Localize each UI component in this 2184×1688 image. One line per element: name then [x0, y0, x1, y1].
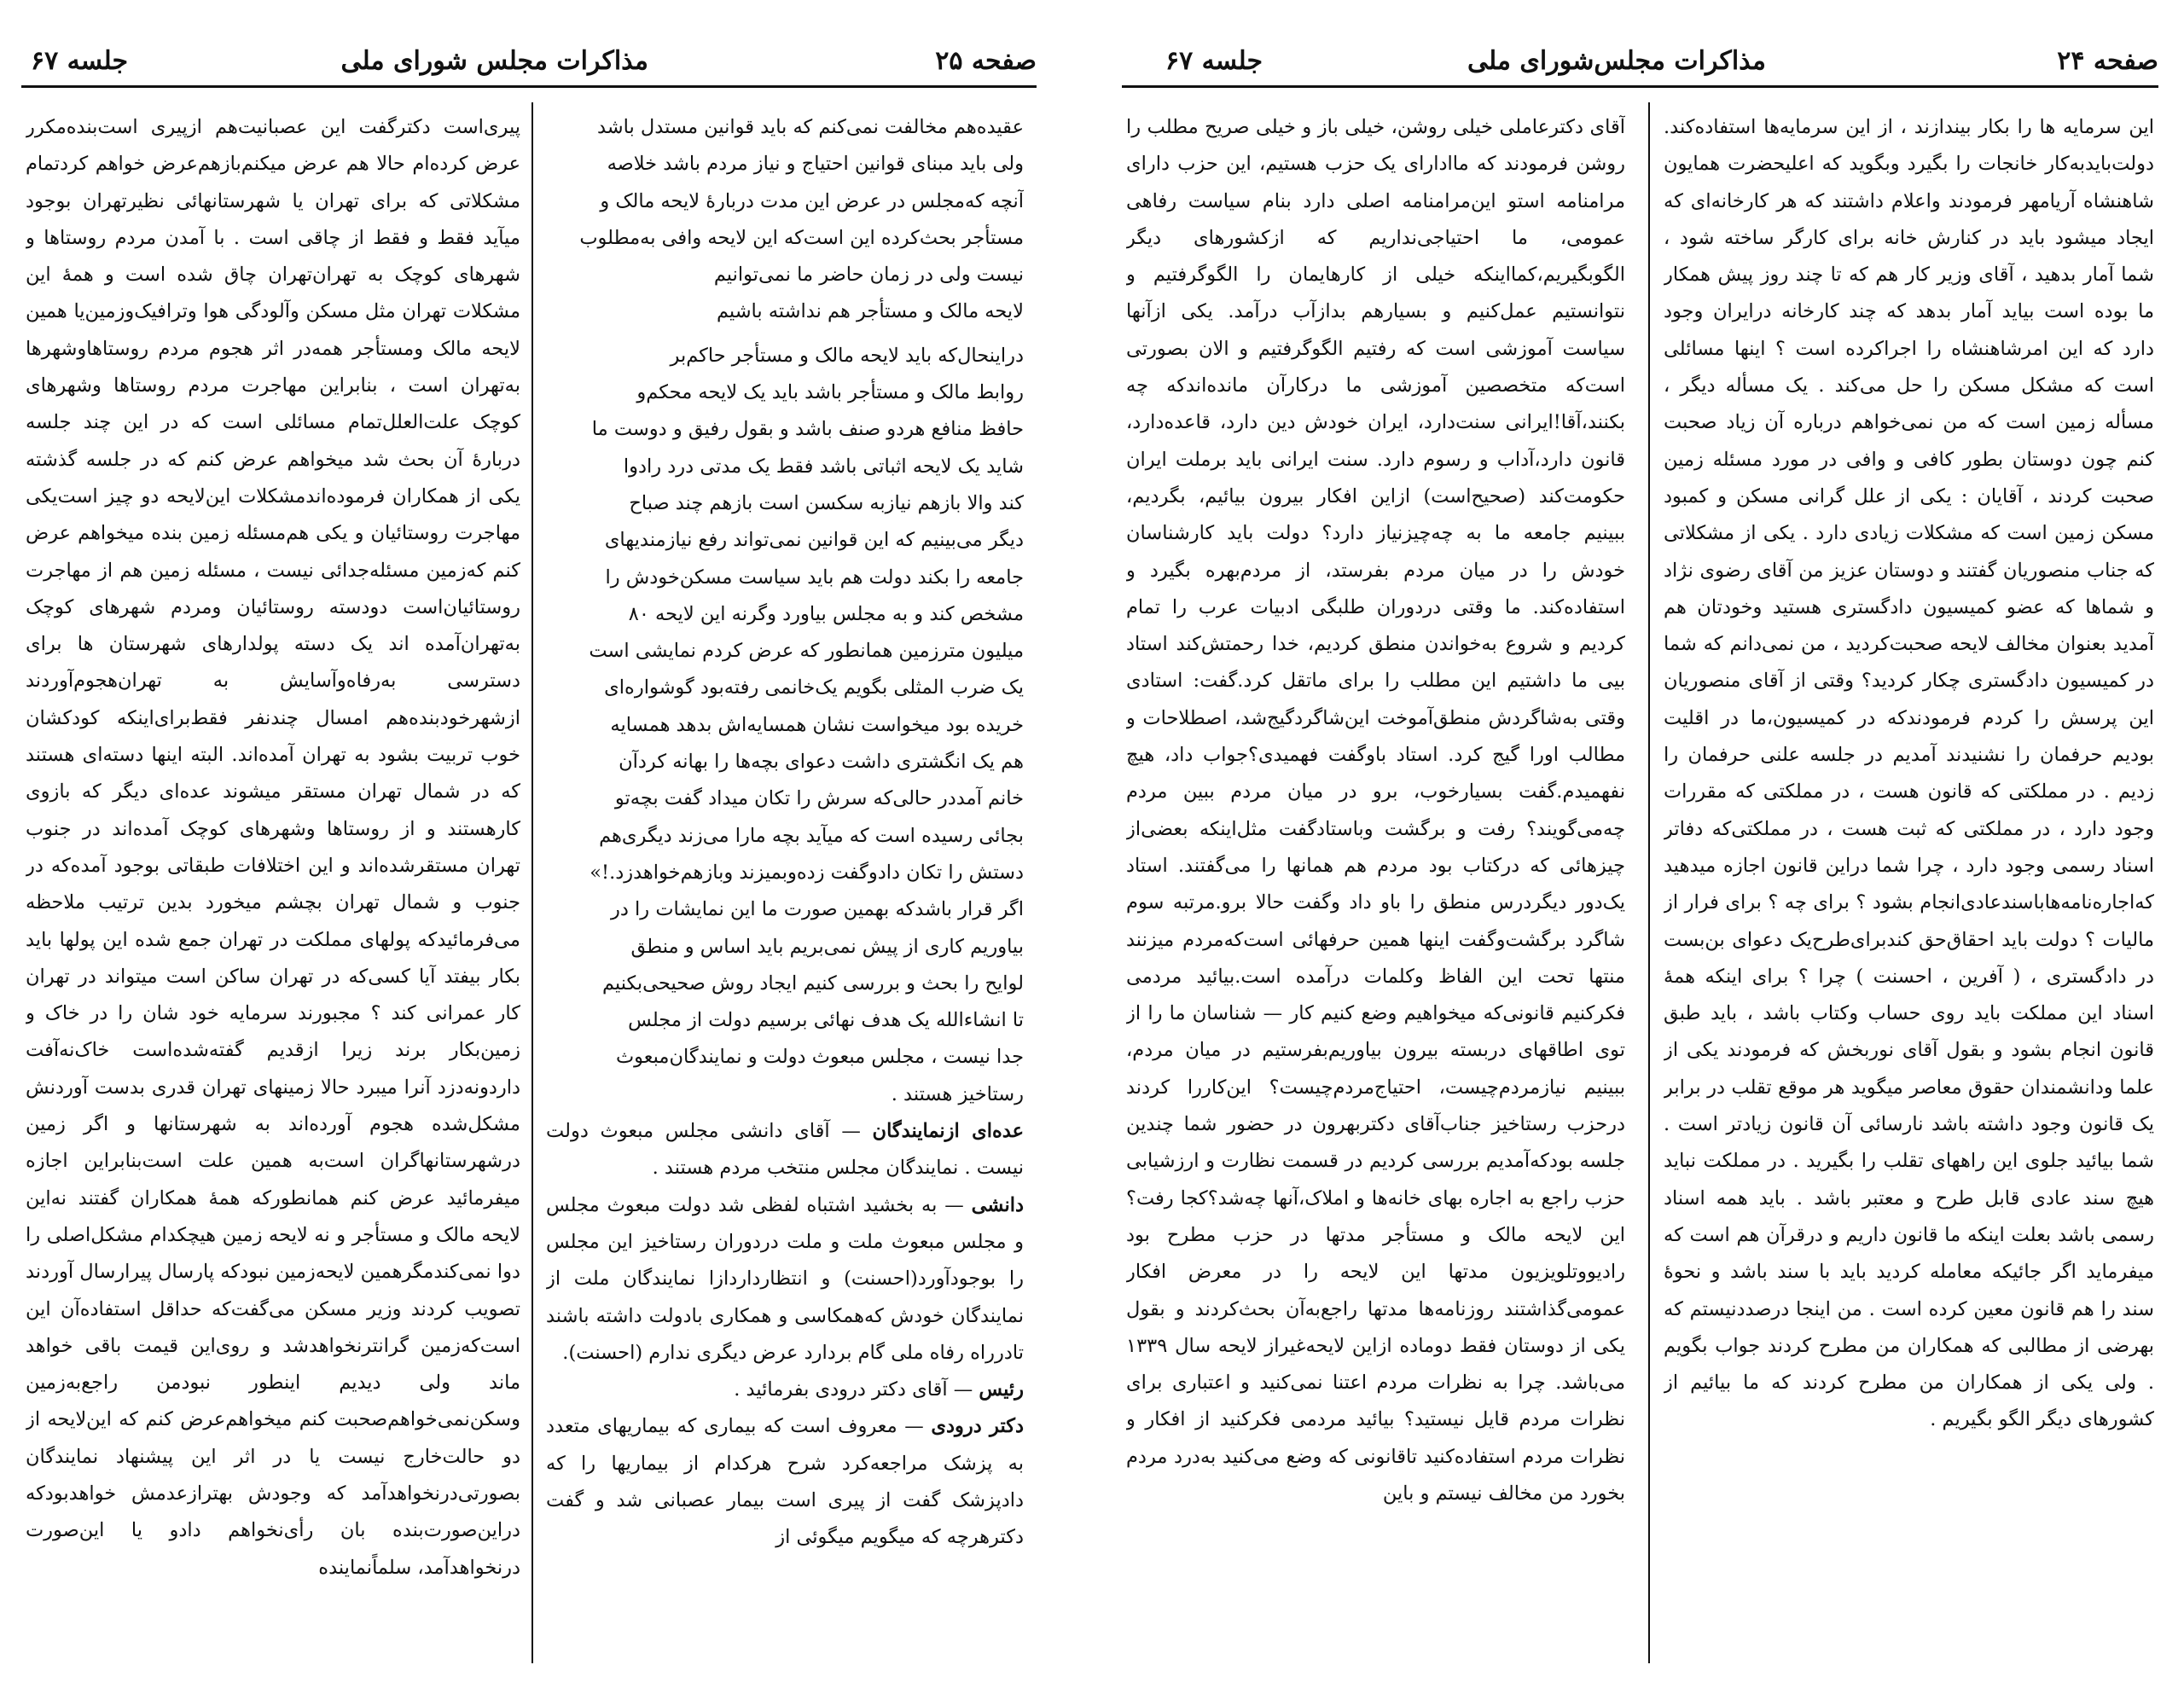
text-line: خانم آمددر حالی‌که سرش را تکان میداد گفت بچه‌تو — [614, 787, 1024, 810]
session-number: جلسه ۶۷ — [1165, 46, 1263, 76]
page-title: مذاکرات مجلس‌شورای ملی — [1467, 46, 1766, 76]
header-rule — [1122, 85, 2158, 88]
speech-text: — آقای دانشی مجلس مبعوث دولت نیست . نمایندگان مجلس منتخب مردم هستند . — [546, 1120, 1024, 1180]
text-line: مشخص کند و به مجلس بیاورد وگرنه این لایحه ۸۰ — [628, 602, 1024, 625]
text-line: کند والا بازهم نیازبه سکسن است بازهم چند صباح — [629, 491, 1024, 514]
body-text: این سرمایه ها را بکار بیندازند ، از این سرمایه‌ها استفاده‌کند. دولت‌بایدبه‌کار خانجات را بگیرد وبگوید که اعلیحضرت همایون شاهنشاه آریامهر فرمودند واعلام داشتند که هر کارخانه‌ای که ایجاد میشود باید در کنارش خانه برای کارگر ساخته شود ، شما آمار بدهید ، آقای وزیر کار هم که تا چند روز پیش همکار ما بوده است بیاید آمار بدهد که چند کارخانه درایران وجود دارد که این امرشاهنشاه را اجراکرده است ؟ اینها مسائلی است که مشکل مسکن را حل می‌کند . یک مسأله دیگر ، مسأله زمین است که من نمی‌خواهم درباره آن زیاد صحبت کنم چون دوستان بطور کافی و وافی در مورد مسئله زمین صحبت کردند ، آقایان : یکی از علل گرانی مسکن و کمبود مسکن زمین است که مشکلات زیادی دارد . یکی از مشکلاتی که جناب منصوریان گفتند و دوستان عزیز من آقای رضوی نژاد و شماها که عضو کمیسیون دادگستری هستید وخودتان هم آمدید بعنوان مخالف لایحه صحبت‌کردید ، من نمی‌دانم که شما در کمیسیون دادگستری چکار کردید؟ وقتی از آقای منصوریان این پرسش را کردم فرمودند‌که در کمیسیون،ما در اقلیت بودیم حرفمان را نشنیدند آمدیم در جلسه علنی حرفمان را زدیم . در مملکتی که قانون هست ، در مملکتی که مقررات وجود دارد ، در مملکتی که ثبت هست ، در مملکتی‌که دفاتر اسناد رسمی وجود دارد ، چرا شما دراین قانون اجازه میدهید که‌اجاره‌نامه‌هاباسندعادی‌انجام بشود ؟ برای چه ؟ برای فرار از مالیات ؟ دولت باید احقاق‌حق کندبرای‌طرح‌یک دعوای بن‌بست در دادگستری ، ( آفرین ، احسنت ) چرا ؟ برای اینکه همهٔ اسناد این مملکت باید روی حساب وکتاب باشد ، باید طبق قانون انجام بشود و بقول آقای نوربخش که فرمودند یکی از علما ودانشمندان حقوق معاصر میگوید هر موقع تقلب در برابر یک قانون وجود داشته باشد نارسائی آن قانون زیادتر است . شما بیائید جلوی این راههای تقلب را بگیرید . در مملکت نباید هیچ سند عادی قابل طرح و معتبر باشد . باید همه اسناد رسمی باشد بعلت اینکه ما قانون داریم و درقرآن هم است که میفرماید اگر جائیکه معامله کردید باید با سند باشد و نحوهٔ سند را هم قانون معین کرده است . من اینجا درصددنیستم که بهرضی از مطالبی که همکاران من مطرح کردند جواب بگویم . ولی یکی از همکاران من مطرح کردند که ما بیائیم از کشورهای دیگر الگو بگیریم . — [1664, 116, 2154, 1431]
text-line: یک ضرب المثلی بگویم یک‌خانمی رفته‌بود گوشواره‌ای — [604, 676, 1024, 699]
speaker-name: دانشی — [971, 1193, 1024, 1216]
speaker-name: رئیس — [979, 1378, 1024, 1401]
page-24 — [1101, 0, 2184, 1688]
speech-paragraph — [546, 1187, 1024, 1372]
column-left — [1126, 109, 1625, 1662]
session-number: جلسه ۶۷ — [30, 46, 128, 76]
speech-text: — آقای دکتر درودی بفرمائید . — [734, 1378, 973, 1401]
text-line: بیاوریم کاری از پیش نمی‌بریم باید اساس و منطق — [630, 935, 1024, 958]
column-right — [546, 109, 1024, 1662]
text-line: رستاخیز هستند . — [891, 1082, 1024, 1105]
text-line: مستأجر بحث‌کرده این است‌که این لایحه وافی به‌مطلوب — [579, 226, 1024, 249]
speech-paragraph — [546, 1408, 1024, 1556]
page-number: صفحه ۲۴ — [2057, 46, 2158, 76]
column-divider — [1648, 102, 1650, 1663]
page-header — [1101, 44, 2184, 96]
speech-paragraph — [546, 1372, 1024, 1408]
text-line: جامعه را بکند دولت هم باید سیاست مسکن‌خودش را — [605, 566, 1024, 589]
page-header — [0, 44, 1049, 96]
speaker-name: عده‌ای ازنمایندگان — [872, 1120, 1024, 1143]
text-line: آنچه که‌مجلس در عرض این مدت دربارهٔ لایحه مالک و — [600, 189, 1024, 212]
text-line: جدا نیست ، مجلس مبعوث دولت و نمایندگان‌مبعوث — [615, 1046, 1024, 1069]
page-title: مذاکرات مجلس شورای ملی — [340, 46, 648, 76]
text-line: اگر قرار باشد‌که بهمین صورت ما این نمایشات را در — [611, 898, 1024, 921]
text-line: نیست ولی در زمان حاضر ما نمی‌توانیم — [713, 264, 1024, 287]
text-line: حافظ منافع هردو صنف باشد و بقول رفیق و دوست ما — [591, 418, 1024, 441]
text-line: بجائی رسیده است که میآید بچه مارا می‌زند دیگری‌هم — [599, 824, 1024, 847]
column-right — [1664, 109, 2154, 1662]
text-line: دستش را تکان دادوگفت زده‌وبمیزند وبازهم‌خواهدزد.!» — [590, 861, 1024, 884]
text-line: روابط مالک و مستأجر باشد باید یک لایحه محکم‌و — [636, 381, 1024, 404]
text-line: تا انشاءالله یک هدف نهائی برسیم دولت از مجلس — [628, 1009, 1024, 1032]
speech-text: — معروف است که بیماری که بیماریهای متعدد به پزشک مراجعه‌کرد شرح هرکدام از بیماریها را که دادپزشک گفت از پیری است بیمار عصبانی شد و گفت دکترهرچه که میگویم میگوئی از — [546, 1415, 1024, 1549]
text-line: هم یک انگشتری داشت دعوای بچه‌ها را بهانه کرد‌آن — [619, 751, 1024, 774]
column-divider — [531, 102, 533, 1663]
text-line: شاید یک لایحه اثباتی باشد فقط یک مدتی درد رادوا — [623, 455, 1024, 478]
header-rule — [21, 85, 1037, 88]
body-text: پیری‌است دکترگفت این عصبانیت‌هم ازپیری است‌بنده‌مکرر عرض کرده‌ام حالا هم عرض میکنم‌بازهم‌عرض خواهم کرد‌تمام مشکلاتی که برای تهران یا شهرستانهائی نظیرتهران بوجود میآید فقط و فقط از چاقی است . با آمدن مردم روستاها و شهرهای کوچک به تهران‌تهران چاق شده است و همهٔ این مشکلات تهران مثل مسکن وآلودگی هوا وترافیک‌وزمین‌یا همین لایحه مالک ومستأجر همه‌در اثر هجوم مردم روستاها‌وشهرها به‌تهران است ، بنابراین مهاجرت مردم روستاها وشهرهای کوچک علت‌العلل‌تمام مسائلی است که در این چند جلسه دربارهٔ آن بحث شد میخواهم عرض کنم که در جلسه گذشته یکی از همکاران فرموده‌اندمشکلات این‌لایحه دو چیز است‌یکی مهاجرت روستائیان و یکی هم‌مسئله زمین بنده میخواهم عرض کنم که‌زمین مسئله‌جدائی نیست ، مسئله زمین هم از مهاجرت روستائیان‌است دودسته روستائیان و‌مردم شهرهای کوچک به‌تهران‌آمده اند یک دسته پولدارهای شهرستان ها برای دسترسی به‌رفاه‌وآسایش به تهران‌هجوم‌آوردند ازشهرخودبنده‌هم امسال چندنفر فقط‌برای‌اینکه کودکشان خوب تربیت بشود به تهران آمده‌اند. البته اینها دسته‌ای هستند که در شمال تهران مستقر میشوند عده‌ای دیگر که بازوی کارهستند و از روستاها وشهرهای کوچک آمده‌اند در جنوب تهران مستقرشده‌اند و این اختلافات طبقاتی بوجود آمده‌که در جنوب و شمال تهران بچشم میخورد بدین ترتیب ملاحظه می‌فرمائید‌که پولهای مملکت در تهران جمع شده این پولها باید بکار بیفتد آیا کسی‌که در تهران ساکن است میتواند در تهران کار عمرانی کند ؟ مجبورند سرمایه خود شان را در خاک و زمین‌بکار برند زیرا ازقدیم گفته‌شده‌است خاک‌نه‌آفت داردونه‌دزد آنرا میبرد حالا زمینهای تهران قدری بدست آوردنش مشکل‌شده هجوم آورده‌اند به شهرستانها و اگر زمین درشهرستانها‌گران است‌به همین علت است‌بنابراین اجازه میفرمائید عرض کنم همانطورکه همهٔ همکاران گفتند نه‌این لایحه مالک و مستأجر و نه لایحه زمین هیچکدام مشکل‌اصلی را دوا نمی‌کندمگرهمین لایحه‌زمین نبود‌که پارسال پیرارسال آوردند تصویب کردند وزیر مسکن می‌گفت‌که حداقل استفاده‌آن این است‌که‌زمین گرانترنخواهدشد و روی‌این قیمت باقی خواهد ماند ولی دیدیم اینطور نبودمن راجع‌به‌زمین وسکن‌نمی‌خواهم‌صحبت کنم میخواهم‌عرض کنم که این‌لایحه از دو حالت‌خارج نیست یا در اثر این پیشنهاد نمایندگان بصورتی‌درنخواهدآمد که وجودش بهترازعدمش خواهدبود‌که دراین‌صورت‌بنده بان رأی‌نخواهم دادو یا این‌صورت درنخواهدآمد، سلماً‌نماینده — [26, 116, 520, 1579]
text-line: لوایح را بحث و بررسی کنیم ایجاد روش صحیحی‌بکنیم — [601, 972, 1024, 995]
page-number: صفحه ۲۵ — [935, 46, 1037, 76]
text-line: دیگر می‌بینیم که این قوانین نمی‌تواند رفع نیازمندیهای — [604, 529, 1024, 552]
column-left — [26, 109, 520, 1662]
speaker-name: دکتر درودی — [931, 1415, 1024, 1438]
text-line: لایحه مالک و مستأجر هم نداشته باشیم — [716, 300, 1024, 323]
text-line: ولی باید مبنای قوانین احتیاج و نیاز مردم باشد خلاصه — [607, 153, 1024, 176]
page-25 — [0, 0, 1049, 1688]
speech-text: — به بخشید اشتباه لفظی شد دولت مبعوث مجلس و مجلس مبعوث ملت و ملت دردوران رستاخیز این مجلس را بوجودآورد(احسنت) و انتظارداردازا نمایندگان ملت از نمایندگان خودش که‌همکاسی و همکاری بادولت داشته باشند تادرراه رفاه ملی گام بردارد عرض دیگری ندارم (احسنت). — [546, 1193, 1024, 1364]
text-line: عقیده‌هم مخالفت نمی‌کنم که باید قوانین مستدل باشد — [597, 116, 1024, 138]
text-line: میلیون مترزمین همانطور که عرض کردم نمایشی است — [589, 640, 1024, 663]
body-text: آقای دکترعاملی خیلی روشن، خیلی باز و خیلی صریح مطلب را روشن فرمودند که ماادارای یک حزب هستیم، این حزب دارای مرامنامه استو این‌مرامنامه اصلی دارد بنام سیاست رفاهی عمومی، ما احتیاجی‌نداریم که ازکشورهای دیگر الگوبگیریم،کمااینکه خیلی از کارهایمان را الگوگرفتیم و نتوانستیم عمل‌کنیم و بسیارهم بدازآب درآمد. یکی ازآنها سیاست آموزشی است که رفتیم الگوگرفتیم و الان بصورتی است‌که متخصصین آموزشی ما درکارآن مانده‌اندکه چه بکنند،آقا!ایرانی سنت‌دارد، ایران خودش دین دارد، قاعده‌دارد، قانون دارد،آداب و رسوم دارد. سنت ایرانی باید برملت ایران حکومت‌کند (صحیح‌است) ازاین افکار بیرون بیائیم، بگردیم، ببینیم جامعه ما به چه‌چیزنیاز دارد؟ دولت باید کارشناسان خودش را در میان مردم بفرستد، از مردم‌بهره بگیرد و استفاده‌کند. ما وقتی دردوران طلبگی ادبیات عرب را تمام کردیم و شروع به‌خواندن منطق کردیم، خدا رحمتش‌کند استاد بیی ما داشتیم این مطلب را برای ماتقل کرد.گفت: استادی وقتی به‌شاگردش منطق‌آموخت این‌شاگردگیج‌شد، اصطلاحات و مطالب اورا گیج کرد. استاد باوگفت فهمیدی؟جواب داد، هیچ نفهمیدم.گفت بسیارخوب، برو در میان مردم ببین مردم چه‌می‌گویند؟ رفت و برگشت وباستادگفت مثل‌اینکه بعضی‌از چیزهائی که درکتاب بود مردم هم همانها را می‌گفتند. استاد یک‌دور دیگردرس منطق را باو داد وگفت حالا برو.مرتبه سوم شاگرد برگشت‌وگفت اینها همین حرفهائی است‌که‌مردم میزنند منتها تحت این الفاظ وکلمات درآمده است.بیائید مردمی فکرکنیم قانونی‌که میخواهیم وضع کنیم کار — شناسان ما را از توی اطاقهای دربسته بیرون بیاوریم‌بفرستیم در میان مردم، ببینیم نیازمردم‌چیست، احتیاج‌مردم‌چیست؟ این‌کاررا کردند درحزب رستاخیز جناب‌آقای دکتربهرون در حضور شما چندین جلسه بودکه‌آمدیم بررسی کردیم در قسمت نظارت و ارزشیابی حزب راجع به اجاره بهای خانه‌ها و املاک،آنها چه‌شد؟کجا رفت؟ این لایحه مالک و مستأجر مدتها در حزب مطرح بود رادیووتلویزیون مدتها این لایحه را در معرض افکار عمومی‌گذاشتند روزنامه‌ها مدتها راجع‌به‌آن بحث‌کردند و بقول یکی از دوستان فقط دوماده ازاین لایحه‌غیراز لایحه سال ۱۳۳۹ می‌باشد. چرا به نظرات مردم اعتنا نمی‌کنید و اعتباری برای نظرات مردم قایل نیستید؟ بیائید مردمی فکرکنید از افکار و نظرات مردم استفاده‌کنید تاقانونی که وضع می‌کنید به‌درد مردم بخورد من مخالف نیستم و باین — [1126, 116, 1625, 1505]
text-line: دراینحال‌که باید لایحه مالک و مستأجر حاکم‌بر — [670, 344, 1024, 367]
speech-paragraph — [546, 1113, 1024, 1187]
text-line: خریده بود میخواست نشان همسایه‌اش بدهد همسایه — [610, 713, 1024, 736]
